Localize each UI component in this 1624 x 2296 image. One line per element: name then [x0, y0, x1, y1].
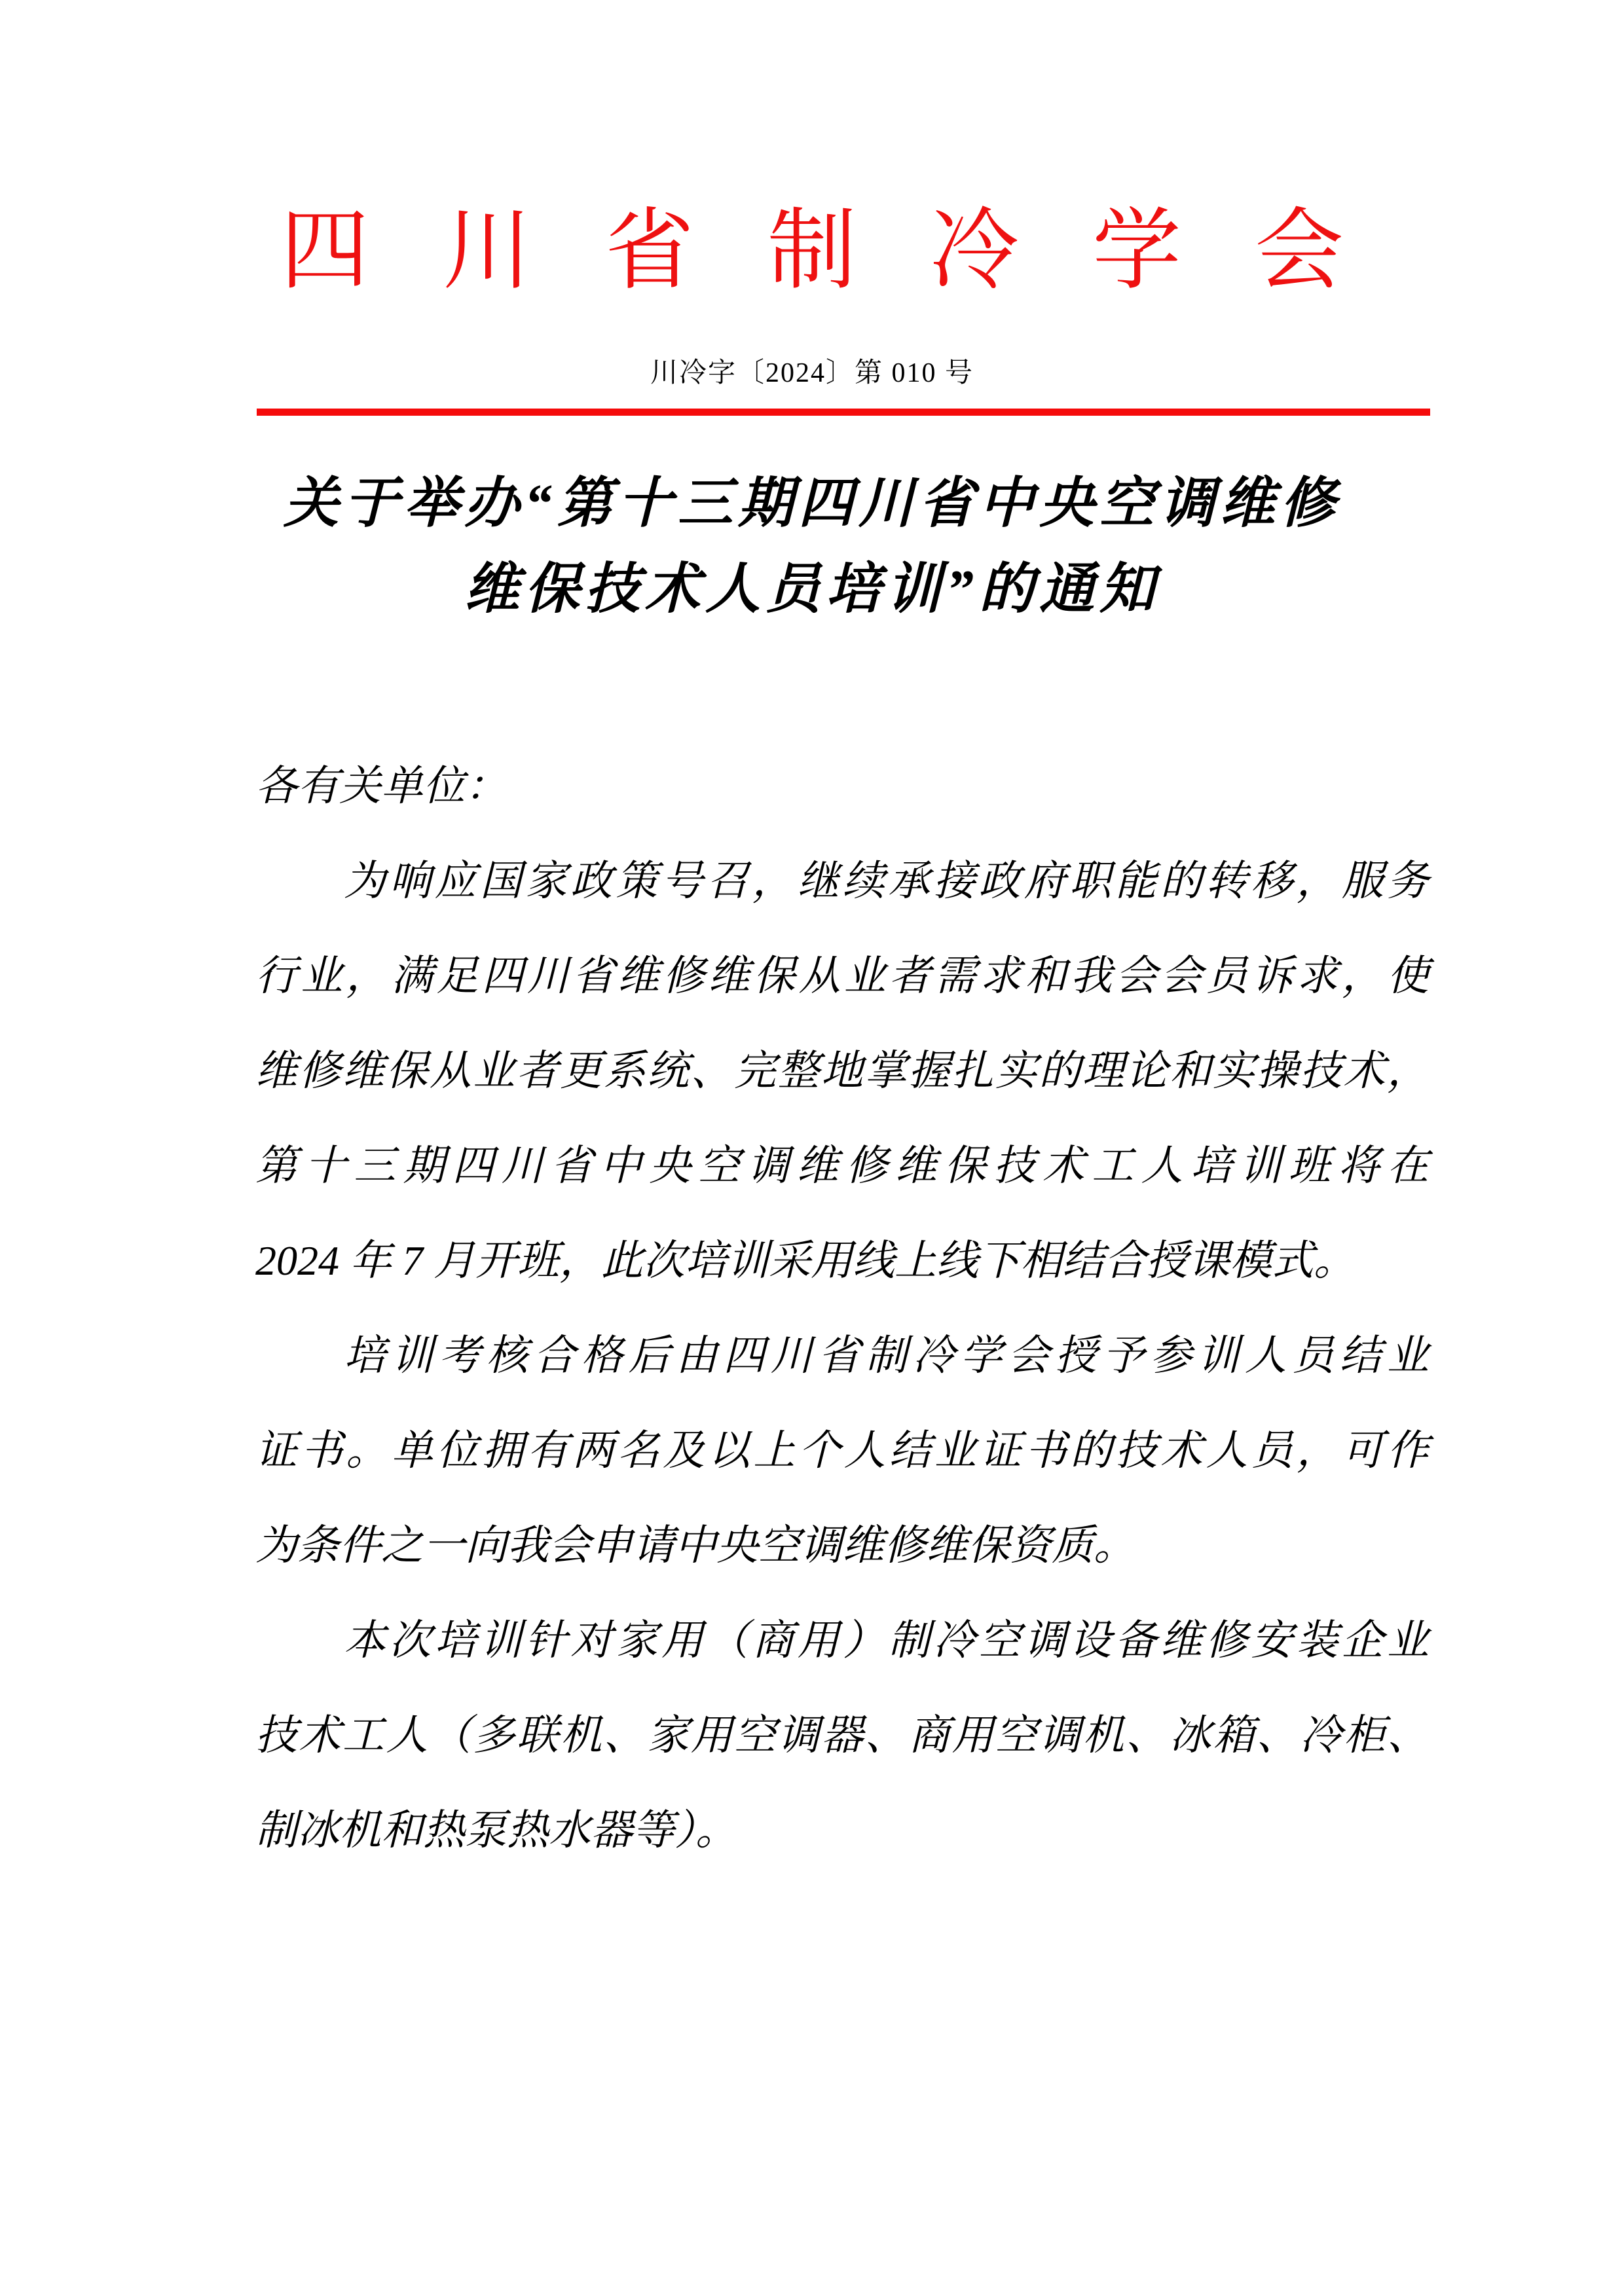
notice-title [226, 461, 1398, 632]
doc-reference-number: 川冷字〔2024〕第 010 号 [650, 358, 974, 388]
notice-title-line-2: 维保技术人员培训”的通知 [464, 559, 1160, 620]
notice-body [255, 738, 1429, 1878]
body-line: 维修维保从业者更系统、完整地掌握扎实的理论和实操技术， [255, 1048, 1429, 1094]
letterhead-divider-rule [257, 409, 1430, 416]
body-line: 第十三期四川省中央空调维修维保技术工人培训班将在 [255, 1142, 1429, 1189]
body-line: 2024 年 7 月开班，此次培训采用线上线下相结合授课模式。 [255, 1237, 1356, 1284]
body-line: 技术工人（多联机、家用空调器、商用空调机、冰箱、冷柜、 [255, 1712, 1429, 1758]
body-line: 本次培训针对家用（商用）制冷空调设备维修安装企业 [344, 1617, 1429, 1664]
body-line: 证书。单位拥有两名及以上个人结业证书的技术人员，可作 [255, 1427, 1429, 1474]
body-line: 行业，满足四川省维修维保从业者需求和我会会员诉求，使 [255, 953, 1429, 999]
salutation-line: 各有关单位： [255, 763, 507, 809]
letterhead-org-title: 四 川 省 制 冷 学 会 [280, 202, 1344, 301]
notice-title-line-1: 关于举办“第十三期四川省中央空调维修 [283, 473, 1340, 534]
body-line: 制冰机和热泵热水器等）。 [255, 1807, 737, 1853]
body-line: 为条件之一向我会申请中央空调维修维保资质。 [255, 1522, 1135, 1569]
body-line: 培训考核合格后由四川省制冷学会授予参训人员结业 [344, 1332, 1429, 1379]
body-line: 为响应国家政策号召，继续承接政府职能的转移，服务 [344, 858, 1429, 904]
